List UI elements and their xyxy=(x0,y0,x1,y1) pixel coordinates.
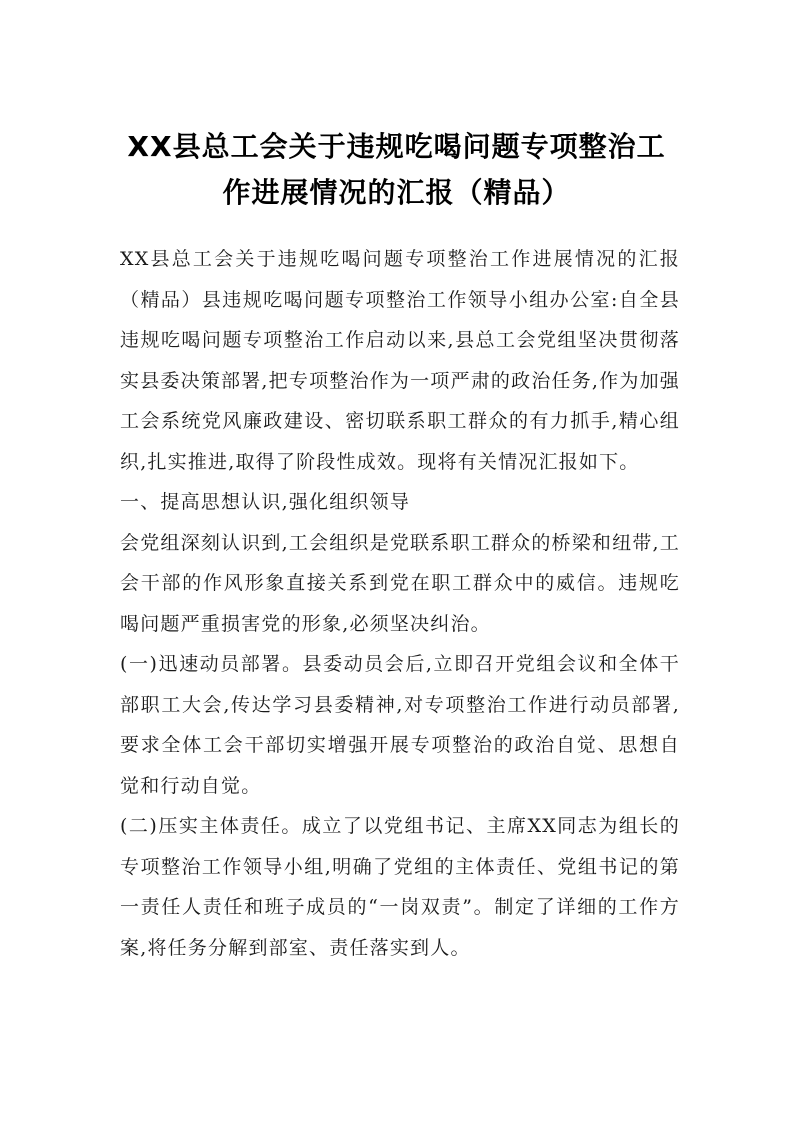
document-body xyxy=(120,239,680,968)
body-paragraph: (二)压实主体责任。成立了以党组书记、主席XX同志为组长的专项整治工作领导小组,明确了党组的主体责任、党组书记的第一责任人责任和班子成员的“一岗双责”。制定了详细的工作方案,将任务分解到部室、责任落实到人。 xyxy=(120,815,680,959)
document-title-line-1: XX县总工会关于违规吃喝问题专项整治工 xyxy=(127,130,666,163)
body-paragraph: (一)迅速动员部署。县委动员会后,立即召开党组会议和全体干部职工大会,传达学习县委精神,对专项整治工作进行动员部署,要求全体工会干部切实增强开展专项整治的政治自觉、思想自觉和行动自觉。 xyxy=(120,653,680,797)
body-paragraph: 会党组深刻认识到,工会组织是党联系职工群众的桥梁和纽带,工会干部的作风形象直接关系到党在职工群众中的威信。违规吃喝问题严重损害党的形象,必须坚决纠治。 xyxy=(120,531,680,635)
document-title-line-2: 作进展情况的汇报（精品） xyxy=(222,176,571,209)
section-heading: 一、提高思想认识,强化组织领导 xyxy=(120,491,411,513)
intro-paragraph: XX县总工会关于违规吃喝问题专项整治工作进展情况的汇报（精品）县违规吃喝问题专项整治工作领导小组办公室:自全县违规吃喝问题专项整治工作启动以来,县总工会党组坚决贯彻落实县委决策部署,把专项整治作为一项严肃的政治任务,作为加强工会系统党风廉政建设、密切联系职工群众的有力抓手,精心组织,扎实推进,取得了阶段性成效。现将有关情况汇报如下。 xyxy=(120,248,680,473)
